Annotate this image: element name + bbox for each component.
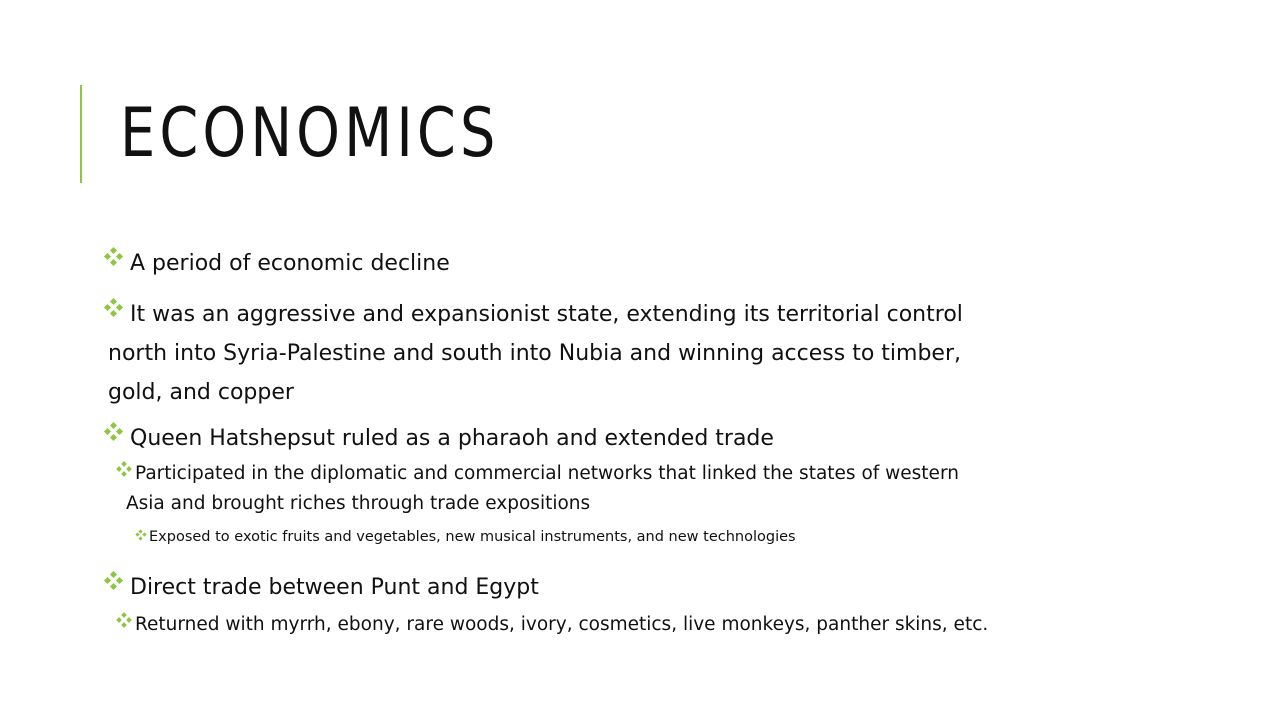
bullet-item-economic-decline: [104, 244, 450, 283]
bullet-text: Returned with myrrh, ebony, rare woods, ivory, cosmetics, live monkeys, panther skins, etc.: [135, 614, 989, 635]
bullet-text: Exposed to exotic fruits and vegetables, new musical instruments, and new technologies: [149, 529, 796, 545]
bullet-item-punt-egypt-trade: [104, 568, 539, 607]
sub-bullet-item-returned-goods: [116, 610, 988, 640]
bullet-text: Direct trade between Punt and Egypt: [130, 575, 539, 600]
bullet-text-continued: north into Syria-Palestine and south into Nubia and winning access to timber,: [108, 341, 961, 366]
sub-bullet-item-diplomatic-networks: [116, 459, 959, 519]
four-diamond-bullet-icon: [116, 461, 132, 477]
bullet-text: A period of economic decline: [130, 251, 450, 276]
sub-sub-bullet-item-exotic-fruits: [135, 526, 796, 548]
bullet-item-expansionist-state: [104, 295, 963, 412]
four-diamond-bullet-icon: [104, 422, 124, 442]
bullet-text: It was an aggressive and expansionist state, extending its territorial control: [130, 302, 963, 327]
four-diamond-bullet-icon: [135, 529, 147, 541]
four-diamond-bullet-icon: [116, 612, 132, 628]
bullet-text: Participated in the diplomatic and commercial networks that linked the states of western: [135, 463, 959, 484]
slide-title: ECONOMICS: [120, 94, 500, 173]
bullet-text: Queen Hatshepsut ruled as a pharaoh and extended trade: [130, 426, 774, 451]
bullet-text-continued: Asia and brought riches through trade expositions: [126, 493, 591, 514]
four-diamond-bullet-icon: [104, 247, 124, 267]
four-diamond-bullet-icon: [104, 298, 124, 318]
four-diamond-bullet-icon: [104, 571, 124, 591]
bullet-item-queen-hatshepsut: [104, 419, 774, 458]
bullet-text-continued: gold, and copper: [108, 380, 294, 405]
